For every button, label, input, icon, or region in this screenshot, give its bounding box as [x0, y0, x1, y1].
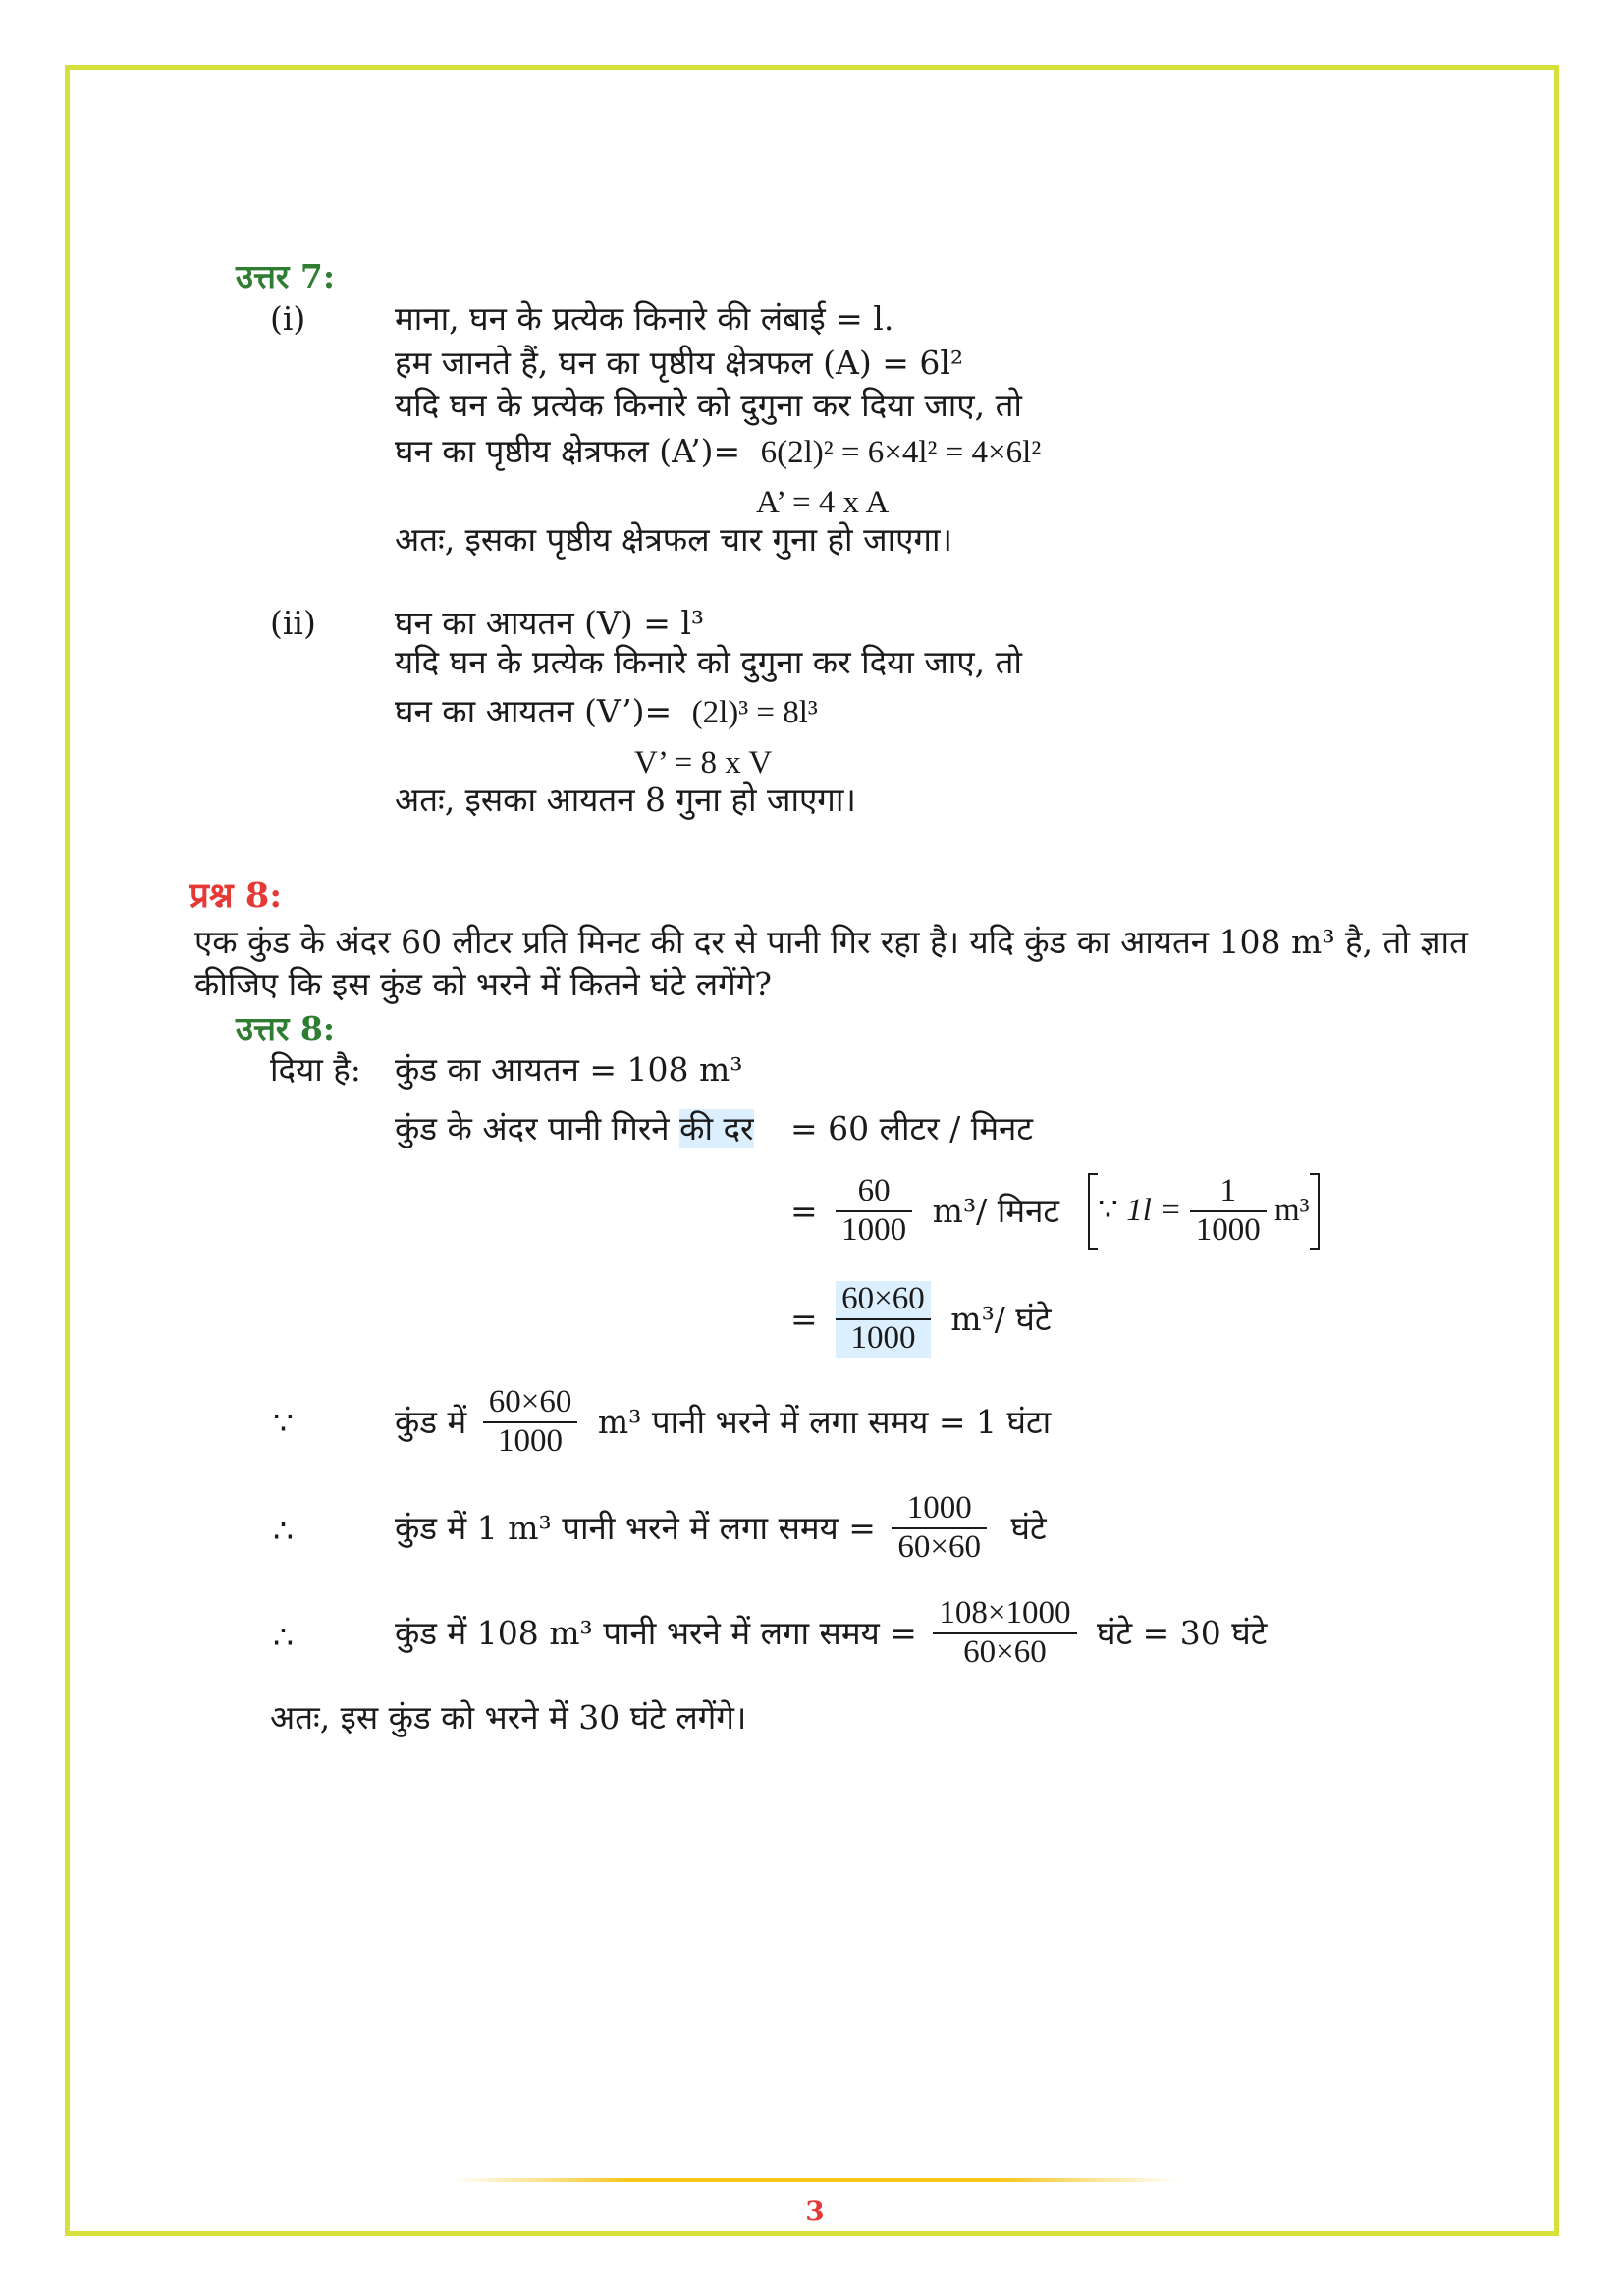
q7-i-line5: A’ = 4 x A	[756, 485, 890, 520]
note-num: 1	[1190, 1173, 1267, 1212]
line-a-num: 60×60	[483, 1384, 578, 1423]
step1-den: 1000	[841, 1211, 907, 1248]
answer-8-heading: उत्तर 8:	[236, 1009, 336, 1047]
q8-conclusion: अतः, इस कुंड को भरने में 30 घंटे लगेंगे।	[270, 1698, 747, 1736]
step2-den: 1000	[850, 1319, 916, 1356]
question-8-line2: कीजिए कि इस कुंड को भरने में कितने घंटे लगेंगे?	[194, 965, 772, 1003]
step2-unit: m³/ घंटे	[950, 1300, 1052, 1339]
time-line-c	[395, 1595, 1267, 1672]
line-c-fraction	[933, 1595, 1076, 1672]
line-c-post: घंटे = 30 घंटे	[1097, 1614, 1268, 1653]
rate-label-a: कुंड के अंदर पानी गिरने	[395, 1109, 680, 1148]
q7-i-conclusion: अतः, इसका पृष्ठीय क्षेत्रफल चार गुना हो जाएगा।	[395, 520, 952, 559]
q7-ii-line3-math: (2l)³ = 8l³	[691, 695, 818, 730]
note-bracket	[1088, 1173, 1320, 1250]
note-den: 1000	[1195, 1211, 1261, 1248]
q7-i-line4-text: घन का पृष्ठीय क्षेत्रफल (A’)=	[395, 432, 741, 470]
line-b-num: 1000	[892, 1490, 987, 1529]
rate-step2	[790, 1281, 1052, 1358]
line-a-pre: कुंड में	[395, 1403, 467, 1442]
given-label: दिया है:	[270, 1050, 361, 1089]
q7-i-line1: माना, घन के प्रत्येक किनारे की लंबाई = l.	[395, 299, 894, 338]
q7-ii-conclusion: अतः, इसका आयतन 8 गुना हो जाएगा।	[395, 780, 856, 819]
step2-fraction	[836, 1281, 931, 1358]
note-fraction	[1190, 1173, 1267, 1250]
rate-step1	[790, 1173, 1059, 1250]
line-a-fraction	[483, 1384, 578, 1461]
step1-num: 60	[836, 1173, 912, 1212]
therefore-symbol-2: ∴	[273, 1618, 294, 1656]
q7-ii-line1: घन का आयतन (V) = l³	[395, 604, 705, 642]
step1-unit: m³/ मिनट	[932, 1192, 1060, 1231]
step2-num: 60×60	[836, 1281, 931, 1320]
note-lhs: 1l =	[1126, 1193, 1182, 1229]
line-b-post: घंटे	[1010, 1509, 1047, 1548]
time-line-b	[395, 1490, 1047, 1567]
step2-eq: =	[790, 1300, 818, 1339]
q7-ii-line3-text: घन का आयतन (V’)=	[395, 692, 673, 730]
line-c-den: 60×60	[963, 1633, 1047, 1670]
step1-fraction	[836, 1173, 912, 1250]
line-b-fraction	[892, 1490, 987, 1567]
q7-i-line4-math: 6(2l)² = 6×4l² = 4×6l²	[760, 435, 1042, 470]
part-i-label: (i)	[270, 299, 306, 338]
note-because: ∵	[1098, 1193, 1118, 1229]
footer-divider	[452, 2178, 1178, 2182]
therefore-symbol-1: ∴	[273, 1512, 294, 1550]
rate-value: = 60 लीटर / मिनट	[790, 1109, 1033, 1148]
rate-label-b: की दर	[679, 1109, 754, 1148]
liter-conversion-note	[1088, 1173, 1320, 1250]
q7-ii-line2: यदि घन के प्रत्येक किनारे को दुगुना कर दिया जाए, तो	[395, 643, 1022, 681]
page-number: 3	[805, 2195, 825, 2227]
part-ii-label: (ii)	[270, 604, 316, 642]
q7-i-line4	[395, 432, 1041, 473]
q7-ii-line3	[395, 692, 818, 733]
time-line-a	[395, 1384, 1051, 1461]
answer-7-heading: उत्तर 7:	[236, 257, 336, 295]
question-8-heading: प्रश्न 8:	[189, 876, 283, 916]
because-symbol: ∵	[273, 1404, 294, 1442]
line-c-num: 108×1000	[933, 1595, 1076, 1634]
step1-eq: =	[790, 1192, 818, 1231]
q7-i-line2: हम जानते हैं, घन का पृष्ठीय क्षेत्रफल (A) = 6l²	[395, 344, 964, 382]
given-volume: कुंड का आयतन = 108 m³	[395, 1050, 743, 1089]
rate-label	[395, 1109, 754, 1148]
question-8-line1: एक कुंड के अंदर 60 लीटर प्रति मिनट की दर से पानी गिर रहा है। यदि कुंड का आयतन 108 m³ है, तो ज्ञात	[194, 923, 1468, 961]
q7-ii-line4: V’ = 8 x V	[634, 745, 773, 780]
q7-i-line3: यदि घन के प्रत्येक किनारे को दुगुना कर दिया जाए, तो	[395, 386, 1022, 424]
line-c-pre: कुंड में 108 m³ पानी भरने में लगा समय =	[395, 1614, 917, 1653]
line-b-pre: कुंड में 1 m³ पानी भरने में लगा समय =	[395, 1509, 876, 1548]
line-b-den: 60×60	[897, 1528, 982, 1565]
line-a-den: 1000	[498, 1422, 564, 1459]
line-a-post: m³ पानी भरने में लगा समय = 1 घंटा	[597, 1403, 1052, 1442]
note-unit: m³	[1273, 1193, 1310, 1229]
